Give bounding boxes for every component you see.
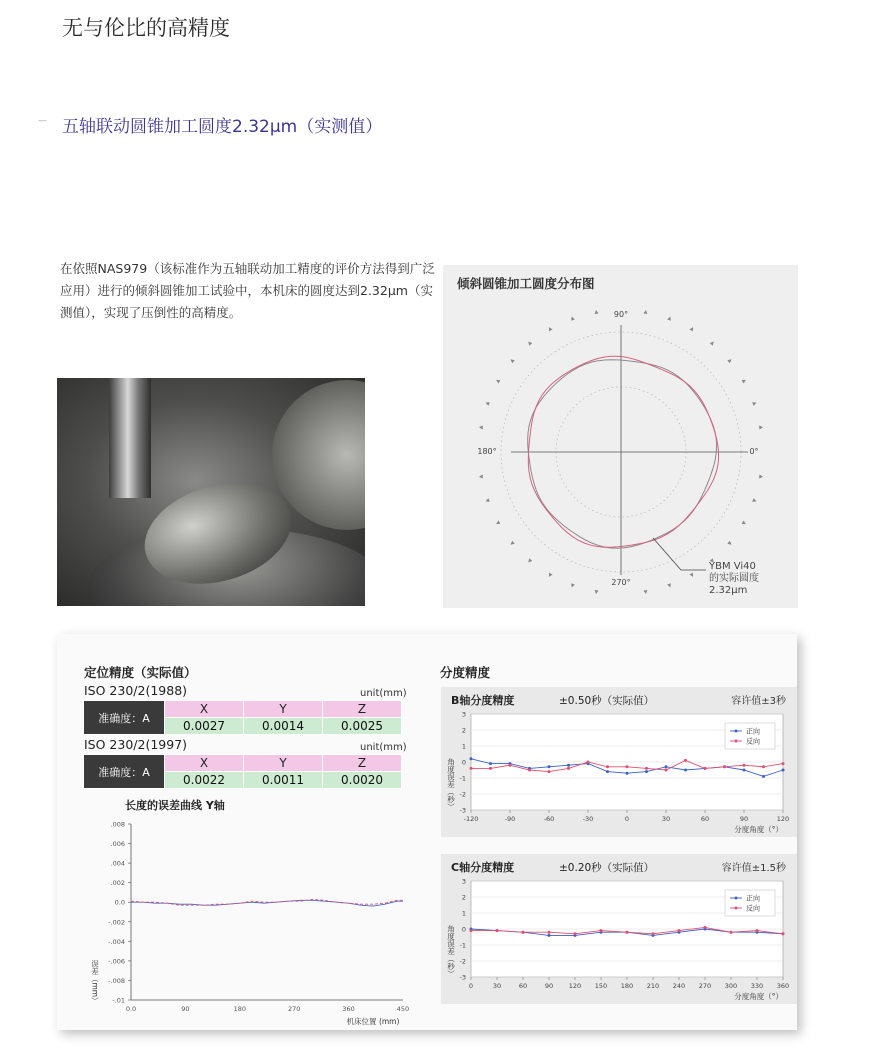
c-axis-x-label: 分度角度（°）: [734, 992, 783, 1001]
length-x-label: 机床位置 (mm): [346, 1017, 400, 1026]
length-series-line: [131, 899, 403, 905]
b-axis-y-tick-label: -3: [459, 806, 466, 815]
c-axis-x-tick-label: 360: [776, 982, 790, 990]
b-chart-note: 容许值±3秒: [731, 696, 786, 707]
c-axis-y-label: 角度误差（秒）: [446, 925, 456, 978]
b-axis-x-tick-label: -60: [543, 815, 555, 823]
b-axis-y-tick-label: 0: [461, 758, 466, 767]
angle-marker: [759, 474, 763, 479]
b-axis-data-point: [665, 769, 668, 772]
angle-label-270: 270°: [611, 578, 631, 587]
c-axis-data-point: [782, 932, 785, 935]
b-axis-x-tick-label: 90: [739, 815, 749, 823]
c-axis-x-tick-label: 150: [594, 982, 608, 990]
accuracy-label-1988: 准确度：A: [84, 701, 165, 735]
c-axis-y-tick-label: 2: [461, 893, 466, 902]
angle-marker: [689, 573, 694, 578]
c-axis-data-point: [704, 926, 707, 929]
c-axis-data-point: [496, 929, 499, 932]
angle-marker: [667, 316, 672, 321]
b-axis-y-tick-label: -1: [459, 774, 466, 783]
c-axis-data-point: [548, 934, 551, 937]
machining-photo: [57, 378, 365, 606]
b-axis-data-point: [528, 769, 531, 772]
angle-label-90: 90°: [613, 310, 629, 319]
angle-marker: [509, 358, 514, 364]
c-axis-data-point: [470, 929, 473, 932]
angle-marker: [759, 425, 763, 430]
b-axis-data-point: [684, 769, 687, 772]
b-axis-data-point: [684, 759, 687, 762]
c-axis-data-point: [600, 929, 603, 932]
c-axis-y-tick-label: 0: [461, 925, 466, 934]
length-y-tick-label: -.004: [108, 937, 125, 946]
length-y-tick-label: .006: [110, 840, 125, 849]
c-axis-x-tick-label: 300: [724, 982, 738, 990]
c-axis-x-tick-label: 240: [672, 982, 686, 990]
b-axis-chart: [441, 687, 797, 837]
length-error-chart: [77, 794, 417, 1026]
b-axis-data-point: [567, 767, 570, 770]
b-axis-data-point: [762, 775, 765, 778]
angle-marker: [485, 498, 490, 503]
b-axis-legend-label: 反向: [746, 737, 760, 746]
b-axis-data-point: [665, 765, 668, 768]
angle-marker: [752, 498, 757, 503]
unit-1988: unit(mm): [360, 688, 407, 699]
value-z: 0.0025: [323, 718, 402, 735]
length-x-tick-label: 90: [181, 1005, 190, 1013]
length-x-tick-label: 360: [342, 1005, 355, 1013]
length-y-tick-label: -.01: [112, 996, 125, 1005]
header-z: Z: [323, 701, 402, 718]
b-axis-x-tick-label: 30: [661, 815, 671, 823]
b-axis-y-tick-label: 1: [461, 742, 466, 751]
b-axis-data-point: [548, 765, 551, 768]
b-axis-data-point: [489, 762, 492, 765]
b-axis-x-tick-label: 120: [776, 815, 790, 823]
c-axis-legend-marker: [735, 897, 738, 900]
b-axis-data-point: [723, 765, 726, 768]
unit-1997: unit(mm): [360, 742, 407, 753]
b-axis-data-point: [762, 765, 765, 768]
accuracy-label-1997: 准确度：A: [84, 755, 165, 789]
page-title: 无与伦比的高精度: [62, 16, 230, 40]
length-y-tick-label: .008: [110, 820, 125, 829]
b-axis-data-point: [489, 767, 492, 770]
angle-marker: [594, 310, 599, 314]
header-z: Z: [323, 755, 402, 772]
c-axis-data-point: [678, 929, 681, 932]
length-y-tick-label: 0.0: [114, 898, 125, 907]
callout-line-3: 2.32μm: [709, 585, 748, 596]
value-x: 0.0027: [165, 718, 244, 735]
b-axis-y-tick-label: -2: [459, 790, 466, 799]
b-axis-data-point: [645, 767, 648, 770]
length-y-tick-label: -.002: [108, 918, 125, 927]
b-axis-data-point: [782, 769, 785, 772]
c-chart-title: C轴分度精度: [451, 861, 515, 874]
intro-paragraph: 在依照NAS979（该标准作为五轴联动加工精度的评价方法得到广泛应用）进行的倾斜圆锥加工试验中，本机床的圆度达到2.32μm（实测值），实现了压倒性的高精度。: [60, 261, 435, 320]
photo-spindle: [109, 378, 151, 498]
angle-marker: [570, 583, 575, 588]
b-axis-data-point: [626, 765, 629, 768]
angle-marker: [485, 401, 490, 406]
c-axis-x-tick-label: 90: [544, 982, 554, 990]
length-y-tick-label: .004: [110, 859, 125, 868]
value-x: 0.0022: [165, 772, 244, 789]
c-chart-subtitle: ±0.20秒（实际值）: [559, 862, 655, 874]
angle-marker: [742, 378, 747, 383]
b-chart-title: B轴分度精度: [451, 694, 515, 707]
callout-line-1: YBM Vi40: [709, 561, 756, 572]
header-x: X: [165, 755, 244, 772]
c-axis-x-tick-label: 180: [620, 982, 634, 990]
angle-marker: [643, 310, 648, 314]
b-axis-data-point: [743, 764, 746, 767]
c-axis-data-point: [522, 931, 525, 934]
header-y: Y: [244, 755, 323, 772]
angle-marker: [509, 541, 514, 547]
c-axis-data-point: [730, 931, 733, 934]
angle-marker: [527, 558, 533, 563]
value-y: 0.0011: [244, 772, 323, 789]
b-axis-y-label: 角度误差（秒）: [446, 758, 456, 811]
c-axis-data-point: [756, 929, 759, 932]
b-axis-x-tick-label: 0: [624, 815, 630, 823]
angle-marker: [643, 590, 648, 594]
c-axis-x-tick-label: 0: [468, 982, 474, 990]
angle-label-0: 0°: [749, 447, 759, 456]
b-axis-data-point: [470, 767, 473, 770]
length-chart-title: 长度的误差曲线 Y轴: [125, 799, 225, 812]
length-x-tick-label: 180: [233, 1005, 247, 1013]
b-axis-data-point: [567, 764, 570, 767]
c-axis-x-tick-label: 60: [518, 982, 528, 990]
angle-marker: [527, 340, 533, 345]
c-axis-legend-label: 正向: [746, 894, 760, 903]
length-x-tick-label: 450: [396, 1005, 410, 1013]
value-z: 0.0020: [323, 772, 402, 789]
roundness-plot: [443, 265, 798, 608]
b-axis-data-point: [704, 767, 707, 770]
c-axis-data-point: [652, 932, 655, 935]
c-axis-y-tick-label: -1: [459, 941, 466, 950]
positioning-title: 定位精度（实际值）: [84, 665, 197, 680]
header-x: X: [165, 701, 244, 718]
b-axis-data-point: [626, 772, 629, 775]
c-axis-x-tick-label: 270: [698, 982, 712, 990]
angle-marker: [479, 474, 483, 479]
c-axis-data-point: [626, 931, 629, 934]
c-axis-x-tick-label: 210: [646, 982, 660, 990]
page-subtitle: 五轴联动圆锥加工圆度2.32μm（实测值）: [62, 117, 383, 137]
length-y-tick-label: .002: [110, 879, 125, 888]
b-axis-data-point: [606, 765, 609, 768]
c-axis-data-point: [574, 932, 577, 935]
b-axis-x-tick-label: -90: [504, 815, 516, 823]
c-axis-y-tick-label: 3: [461, 877, 466, 886]
b-axis-data-point: [645, 770, 648, 773]
b-axis-legend-marker: [735, 740, 738, 743]
b-axis-x-tick-label: 60: [700, 815, 710, 823]
b-axis-x-tick-label: -30: [582, 815, 594, 823]
length-x-tick-label: 0.0: [125, 1005, 137, 1013]
bullet-dash: —: [38, 116, 47, 126]
length-y-tick-label: -.008: [108, 976, 125, 985]
c-axis-legend-label: 反向: [746, 904, 760, 913]
length-y-label: 误差（mm）: [90, 960, 100, 1005]
accuracy-panel: [57, 634, 797, 1030]
c-axis-y-tick-label: -3: [459, 973, 466, 982]
b-axis-data-point: [470, 757, 473, 760]
length-x-tick-label: 270: [287, 1005, 301, 1013]
c-axis-x-tick-label: 120: [568, 982, 582, 990]
b-axis-data-point: [606, 770, 609, 773]
b-axis-y-tick-label: 3: [461, 710, 466, 719]
roundness-figure: [443, 265, 798, 608]
b-axis-x-tick-label: -120: [463, 815, 479, 823]
c-axis-legend-marker: [735, 907, 738, 910]
accuracy-table-1988: [83, 700, 402, 735]
value-y: 0.0014: [244, 718, 323, 735]
c-chart-note: 容许值±1.5秒: [721, 863, 786, 874]
accuracy-table-1997: [83, 754, 402, 789]
callout-line-2: 的实际圆度: [709, 573, 759, 584]
roundness-title: 倾斜圆锥加工圆度分布图: [457, 276, 595, 291]
angle-marker: [495, 378, 500, 383]
angle-marker: [547, 326, 552, 331]
c-axis-chart: [441, 854, 797, 1004]
angle-marker: [547, 573, 552, 578]
iso-1988-label: ISO 230/2(1988): [84, 683, 188, 698]
angle-marker: [667, 583, 672, 588]
c-axis-data-point: [548, 931, 551, 934]
c-axis-x-tick-label: 30: [492, 982, 502, 990]
b-axis-legend-marker: [735, 730, 738, 733]
angle-marker: [742, 520, 747, 525]
indexing-title: 分度精度: [440, 665, 491, 680]
length-y-tick-label: -.006: [108, 957, 125, 966]
b-axis-y-tick-label: 2: [461, 726, 466, 735]
b-chart-subtitle: ±0.50秒（实际值）: [559, 695, 655, 707]
header-y: Y: [244, 701, 323, 718]
c-axis-x-tick-label: 330: [750, 982, 764, 990]
b-axis-data-point: [782, 762, 785, 765]
b-axis-data-point: [743, 769, 746, 772]
angle-marker: [727, 541, 732, 547]
angle-marker: [570, 316, 575, 321]
iso-1997-label: ISO 230/2(1997): [84, 737, 188, 752]
length-series-line: [131, 900, 403, 906]
angle-label-180: 180°: [477, 447, 497, 456]
angle-marker: [752, 401, 757, 406]
angle-marker: [594, 590, 599, 594]
b-axis-data-point: [509, 764, 512, 767]
c-axis-y-tick-label: 1: [461, 909, 466, 918]
callout-leader: [653, 538, 706, 570]
roundness-profile-grey: [528, 360, 717, 549]
angle-marker: [495, 520, 500, 525]
angle-marker: [710, 340, 716, 345]
angle-marker: [689, 326, 694, 331]
b-axis-data-point: [548, 770, 551, 773]
angle-marker: [479, 425, 483, 430]
b-axis-legend-label: 正向: [746, 727, 760, 736]
b-axis-data-point: [587, 761, 590, 764]
b-axis-x-label: 分度角度（°）: [734, 825, 783, 834]
angle-marker: [727, 358, 732, 364]
c-axis-y-tick-label: -2: [459, 957, 466, 966]
